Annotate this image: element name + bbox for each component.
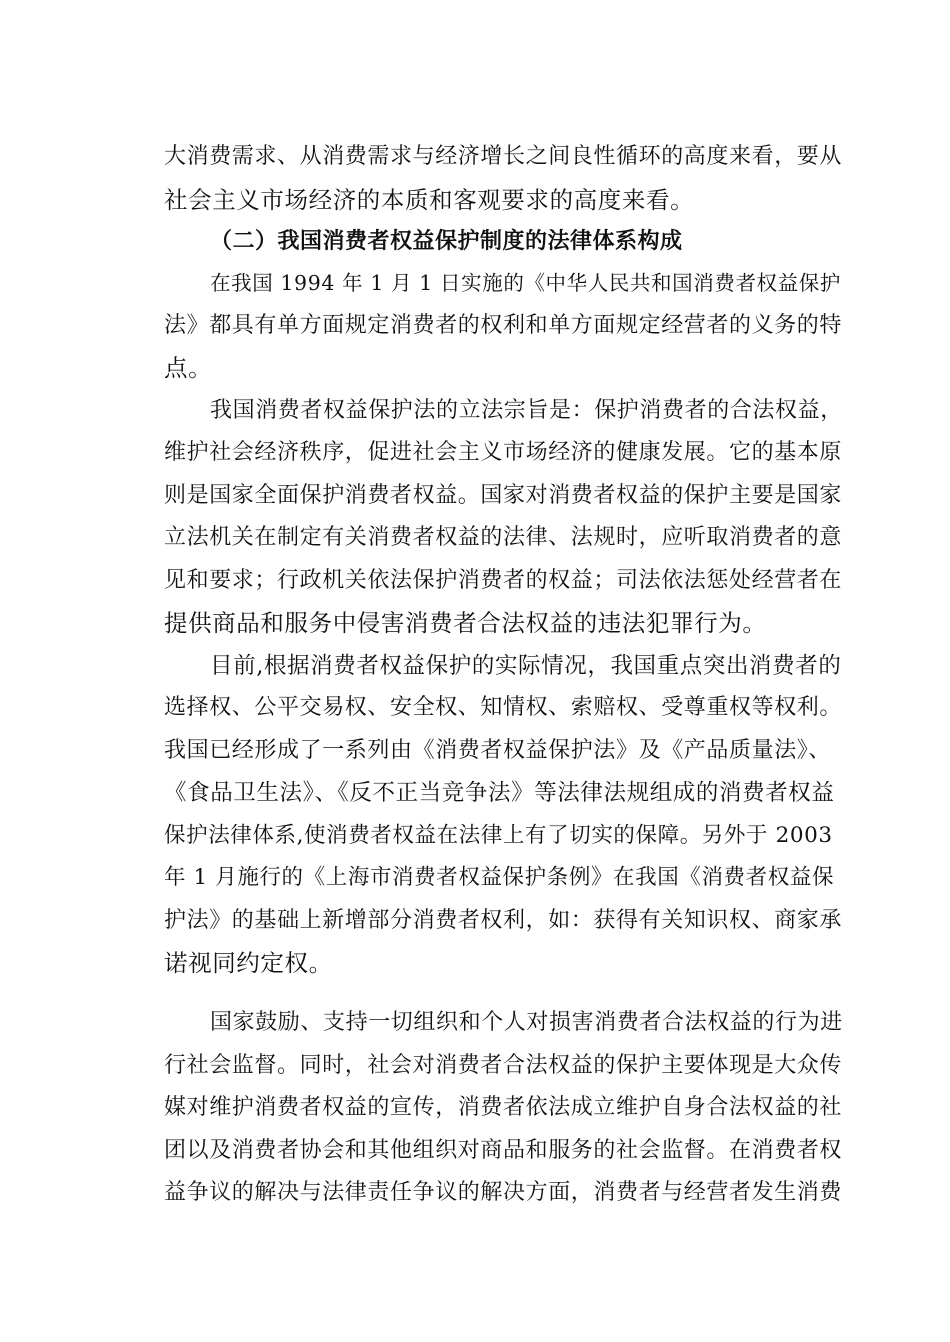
text-line: 我国消费者权益保护法的立法宗旨是：保护消费者的合法权益， (210, 398, 843, 423)
text-line: 大消费需求、从消费需求与经济增长之间良性循环的高度来看，要从 (164, 144, 843, 169)
text-line: 益争议的解决与法律责任争议的解决方面，消费者与经营者发生消费 (164, 1180, 843, 1205)
text-line: 我国已经形成了一系列由《消费者权益保护法》及《产品质量法》、 (164, 738, 832, 763)
text-line: 提供商品和服务中侵害消费者合法权益的违法犯罪行为。 (164, 609, 767, 637)
text-line: 法》都具有单方面规定消费者的权利和单方面规定经营者的义务的特 (164, 313, 843, 338)
text-line: 目前,根据消费者权益保护的实际情况，我国重点突出消费者的 (210, 653, 842, 679)
text-line: 《食品卫生法》、《反不正当竞争法》等法律法规组成的消费者权益 (164, 780, 835, 806)
text-line: 维护社会经济秩序，促进社会主义市场经济的健康发展。它的基本原 (164, 440, 843, 465)
text-line: 保护法律体系,使消费者权益在法律上有了切实的保障。另外于 2003 (164, 823, 833, 848)
text-line: 点。 (164, 354, 213, 382)
text-line: 选择权、公平交易权、安全权、知情权、索赔权、受尊重权等权利。 (164, 695, 843, 720)
text-line: 国家鼓励、支持一切组织和个人对损害消费者合法权益的行为进 (210, 1010, 843, 1035)
section-heading: （二）我国消费者权益保护制度的法律体系构成 (210, 229, 683, 254)
text-line: 社会主义市场经济的本质和客观要求的高度来看。 (164, 186, 695, 214)
text-line: 护法》的基础上新增部分消费者权利，如：获得有关知识权、商家承 (164, 908, 843, 933)
text-line: 团以及消费者协会和其他组织对商品和服务的社会监督。在消费者权 (164, 1138, 843, 1163)
text-line: 在我国 1994 年 1 月 1 日实施的《中华人民共和国消费者权益保护 (210, 271, 841, 295)
text-line: 见和要求；行政机关依法保护消费者的权益；司法依法惩处经营者在 (164, 568, 843, 593)
text-line: 立法机关在制定有关消费者权益的法律、法规时，应听取消费者的意 (164, 525, 843, 550)
text-line: 则是国家全面保护消费者权益。国家对消费者权益的保护主要是国家 (164, 483, 843, 508)
text-line: 诺视同约定权。 (164, 949, 333, 977)
text-line: 行社会监督。同时，社会对消费者合法权益的保护主要体现是大众传 (164, 1053, 843, 1078)
text-line: 媒对维护消费者权益的宣传，消费者依法成立维护自身合法权益的社 (164, 1095, 843, 1120)
text-line: 年 1 月施行的《上海市消费者权益保护条例》在我国《消费者权益保 (164, 865, 835, 890)
